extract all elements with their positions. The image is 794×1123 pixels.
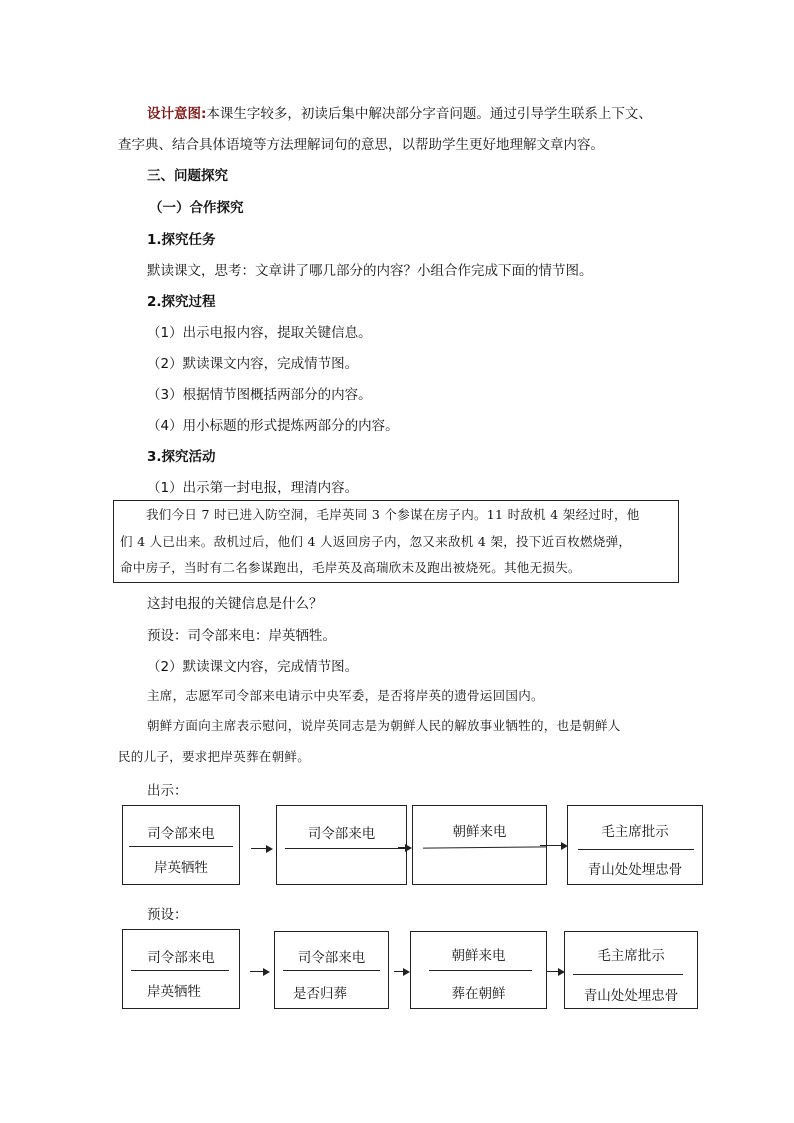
- design-intent-label: 设计意图:: [147, 106, 207, 122]
- process-step: （4）用小标题的形式提炼两部分的内容。: [147, 418, 399, 434]
- flow2-label: 预设：: [147, 907, 188, 923]
- flow-box-top-text: 毛主席批示: [601, 824, 669, 840]
- flow-box-divider: [573, 974, 683, 975]
- activity-title: 3.探究活动: [147, 449, 216, 465]
- flow-box-divider: [578, 849, 694, 850]
- flow-arrow: [398, 847, 410, 848]
- flow-box-divider: [129, 846, 233, 847]
- telegram-box: [113, 500, 679, 583]
- process-step: （2）默读课文内容，完成情节图。: [147, 356, 359, 372]
- flow-box-top-text: 司令部来电: [307, 826, 376, 842]
- flow-box-divider: [285, 848, 407, 849]
- flow-box-divider: [423, 846, 547, 848]
- flow-box-divider: [429, 970, 532, 971]
- flow-box-top-text: 司令部来电: [147, 826, 215, 842]
- flow2-box-1: [122, 929, 240, 1009]
- process-step: （1）出示电报内容，提取关键信息。: [147, 325, 372, 341]
- flow-box-bottom-text: 青山处处埋忠骨: [583, 988, 679, 1004]
- telegram-line: 我们今日 7 时已进入防空洞，毛岸英同 3 个参谋在房子内。11 时敌机 4 架经过时，他: [146, 507, 640, 522]
- flow-box-top-text: 朝鲜来电: [451, 948, 506, 964]
- activity-step-2: （2）默读课文内容，完成情节图。: [147, 659, 359, 675]
- flow-box-bottom-text: 岸英牺牲: [147, 984, 201, 1000]
- flow-arrow: [540, 845, 566, 846]
- quote-line: 民的儿子，要求把岸英葬在朝鲜。: [118, 749, 311, 764]
- flow1-box-1: [122, 805, 240, 885]
- process-title: 2.探究过程: [147, 294, 216, 310]
- flow-box-top-text: 毛主席批示: [597, 948, 665, 964]
- flow1-box-2: [276, 805, 407, 885]
- flow-arrow: [547, 971, 563, 972]
- flow-box-divider: [131, 970, 229, 971]
- process-step: （3）根据情节图概括两部分的内容。: [147, 387, 372, 403]
- flow2-box-2: [274, 931, 389, 1009]
- flow-box-top-text: 司令部来电: [147, 950, 215, 966]
- flow-box-bottom-text: 岸英牺牲: [154, 860, 208, 876]
- flow-box-top-text: 朝鲜来电: [452, 824, 507, 840]
- flow-arrow: [251, 848, 271, 849]
- telegram-line: 们 4 人已出来。敌机过后，他们 4 人返回房子内，忽又来敌机 4 架，投下近百枚燃烧弹，: [120, 534, 632, 549]
- flow2-box-3: [410, 931, 547, 1009]
- task-text: 默读课文，思考：文章讲了哪几部分的内容？小组合作完成下面的情节图。: [147, 263, 593, 279]
- task-title: 1.探究任务: [147, 232, 216, 248]
- flow-arrow: [394, 971, 408, 972]
- flow2-box-4: [564, 931, 698, 1009]
- design-intent-line-2: 查字典、结合具体语境等方法理解词句的意思，以帮助学生更好地理解文章内容。: [118, 137, 604, 153]
- flow1-label: 出示：: [147, 783, 188, 799]
- flow-box-divider: [283, 970, 380, 971]
- flow-box-bottom-text: 葬在朝鲜: [451, 986, 506, 1002]
- telegram-preset: 预设：司令部来电：岸英牺牲。: [147, 628, 336, 644]
- flow1-box-3: [412, 805, 547, 885]
- flow-box-bottom-text: 青山处处埋忠骨: [587, 862, 683, 878]
- quote-line: 主席，志愿军司令部来电请示中央军委，是否将岸英的遗骨运回国内。: [147, 688, 544, 703]
- section-heading: 三、问题探究: [147, 168, 228, 184]
- flow-box-bottom-text: 是否归葬: [293, 986, 347, 1002]
- design-intent-text: 本课生字较多，初读后集中解决部分字音问题。通过引导学生联系上下文、: [206, 106, 652, 122]
- flow-arrow: [250, 971, 268, 972]
- activity-step-1: （1）出示第一封电报，理清内容。: [147, 480, 359, 496]
- flow-box-top-text: 司令部来电: [297, 950, 366, 966]
- quote-line: 朝鲜方面向主席表示慰问，说岸英同志是为朝鲜人民的解放事业牺牲的，也是朝鲜人: [147, 718, 621, 733]
- telegram-line: 命中房子，当时有二名参谋跑出，毛岸英及高瑞欣未及跑出被烧死。其他无损失。: [120, 560, 581, 575]
- flow1-box-4: [567, 805, 703, 885]
- telegram-question: 这封电报的关键信息是什么？: [147, 596, 323, 612]
- design-intent-line-1: [147, 102, 652, 122]
- subsection-heading: （一）合作探究: [149, 200, 244, 216]
